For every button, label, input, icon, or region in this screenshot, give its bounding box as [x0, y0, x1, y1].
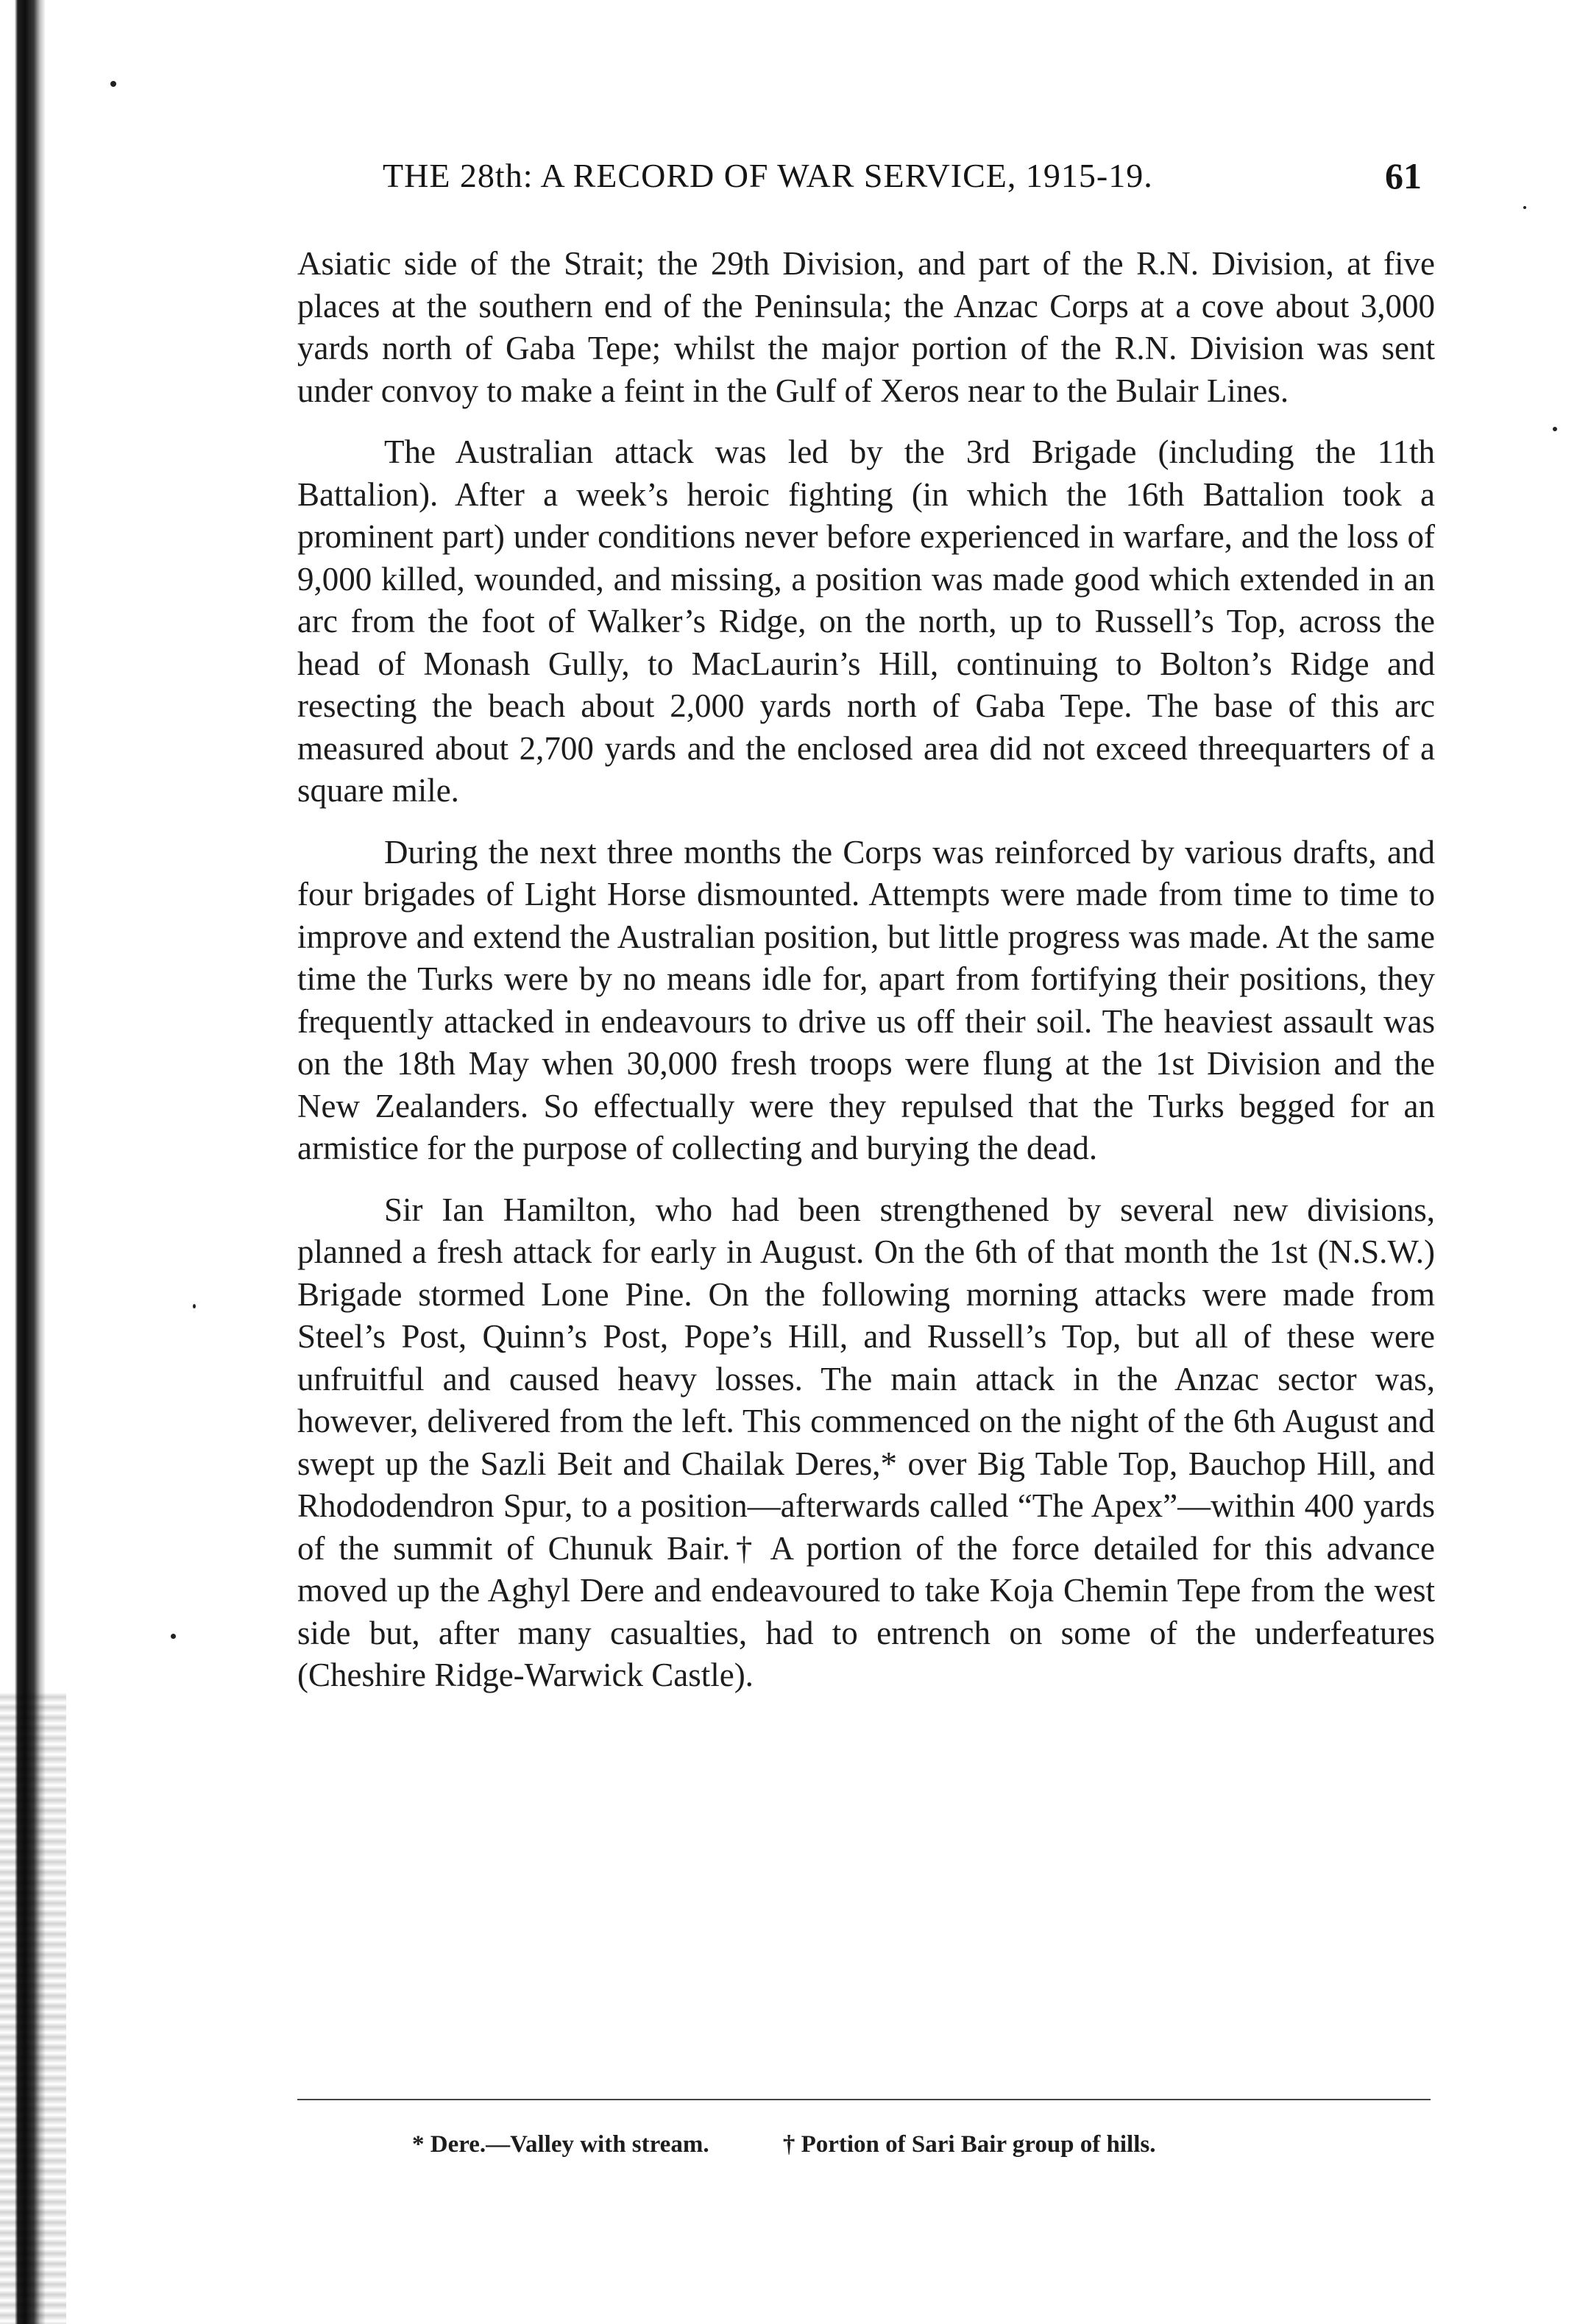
footnote-dere: * Dere.—Valley with stream. [412, 2131, 709, 2158]
scan-speck [110, 81, 116, 87]
scan-speck [171, 1634, 176, 1639]
running-title: THE 28th: A RECORD OF WAR SERVICE, 1915-19. [383, 157, 1153, 194]
footnote-divider [297, 2099, 1431, 2100]
page-number: 61 [1385, 155, 1422, 196]
paragraph-august-offensive: Sir Ian Hamilton, who had been strengthened by several new divisions, planned a fresh attack for early in August. On the 6th of that month the 1st (N.S.W.) Brigade stormed Lone Pine. On the following morning attacks were made from Steel’s Post, Quinn’s Post, Pope’s Hill, and Russell’s Top, but all of these were unfruitful and caused heavy losses. The main attack in the Anzac sector was, however, delivered from the left. This commenced on the night of the 6th August and swept up the Sazli Beit and Chailak Deres,* over Big Table Top, Bauchop Hill, and Rhododendron Spur, to a position—afterwards called “The Apex”—within 400 yards of the summit of Chunuk Bair.† A portion of the force detailed for this advance moved up the Aghyl Dere and endeavoured to take Koja Chemin Tepe from the west side but, after many casualties, had to entrench on some of the underfeatures (Cheshire Ridge-Warwick Castle). [297, 1191, 1435, 1693]
paragraph-landings: Asiatic side of the Strait; the 29th Division, and part of the R.N. Division, at five places at the southern end of the Peninsula; the Anzac Corps at a cove about 3,000 yards north of Gaba Tepe; whilst the major portion of the R.N. Division was sent under convoy to make a feint in the Gulf of Xeros near to the Bulair Lines. [297, 245, 1435, 409]
page-header [383, 156, 1516, 200]
scan-speck [193, 1304, 196, 1308]
body-text [297, 243, 1435, 1697]
paragraph-australian-attack: The Australian attack was led by the 3rd Brigade (including the 11th Battalion). After a week’s heroic fighting (in which the 16th Battalion took a prominent part) under conditions never before experienced in warfare, and the loss of 9,000 killed, wounded, and missing, a position was made good which extended in an arc from the foot of Walker’s Ridge, on the north, up to Russell’s Top, across the head of Monash Gully, to MacLaurin’s Hill, continuing to Bolton’s Ridge and resecting the beach about 2,000 yards north of Gaba Tepe. The base of this arc measured about 2,700 yards and the enclosed area did not exceed threequarters of a square mile. [297, 433, 1435, 809]
footnote-chunuk-bair: † Portion of Sari Bair group of hills. [782, 2131, 1156, 2158]
scan-speck [1553, 427, 1557, 431]
footnotes [412, 2131, 1369, 2158]
scan-binding-shadow [0, 1693, 66, 2324]
paragraph-next-three-months: During the next three months the Corps was reinforced by various drafts, and four brigades of Light Horse dismounted. Attempts were made from time to time to improve and extend the Australian position, but little progress was made. At the same time the Turks were by no means idle for, apart from fortifying their positions, they frequently attacked in endeavours to drive us off their soil. The heaviest assault was on the 18th May when 30,000 fresh troops were flung at the 1st Division and the New Zealanders. So effectually were they repulsed that the Turks begged for an armistice for the purpose of collecting and burying the dead. [297, 833, 1435, 1166]
scan-speck [1523, 206, 1526, 209]
